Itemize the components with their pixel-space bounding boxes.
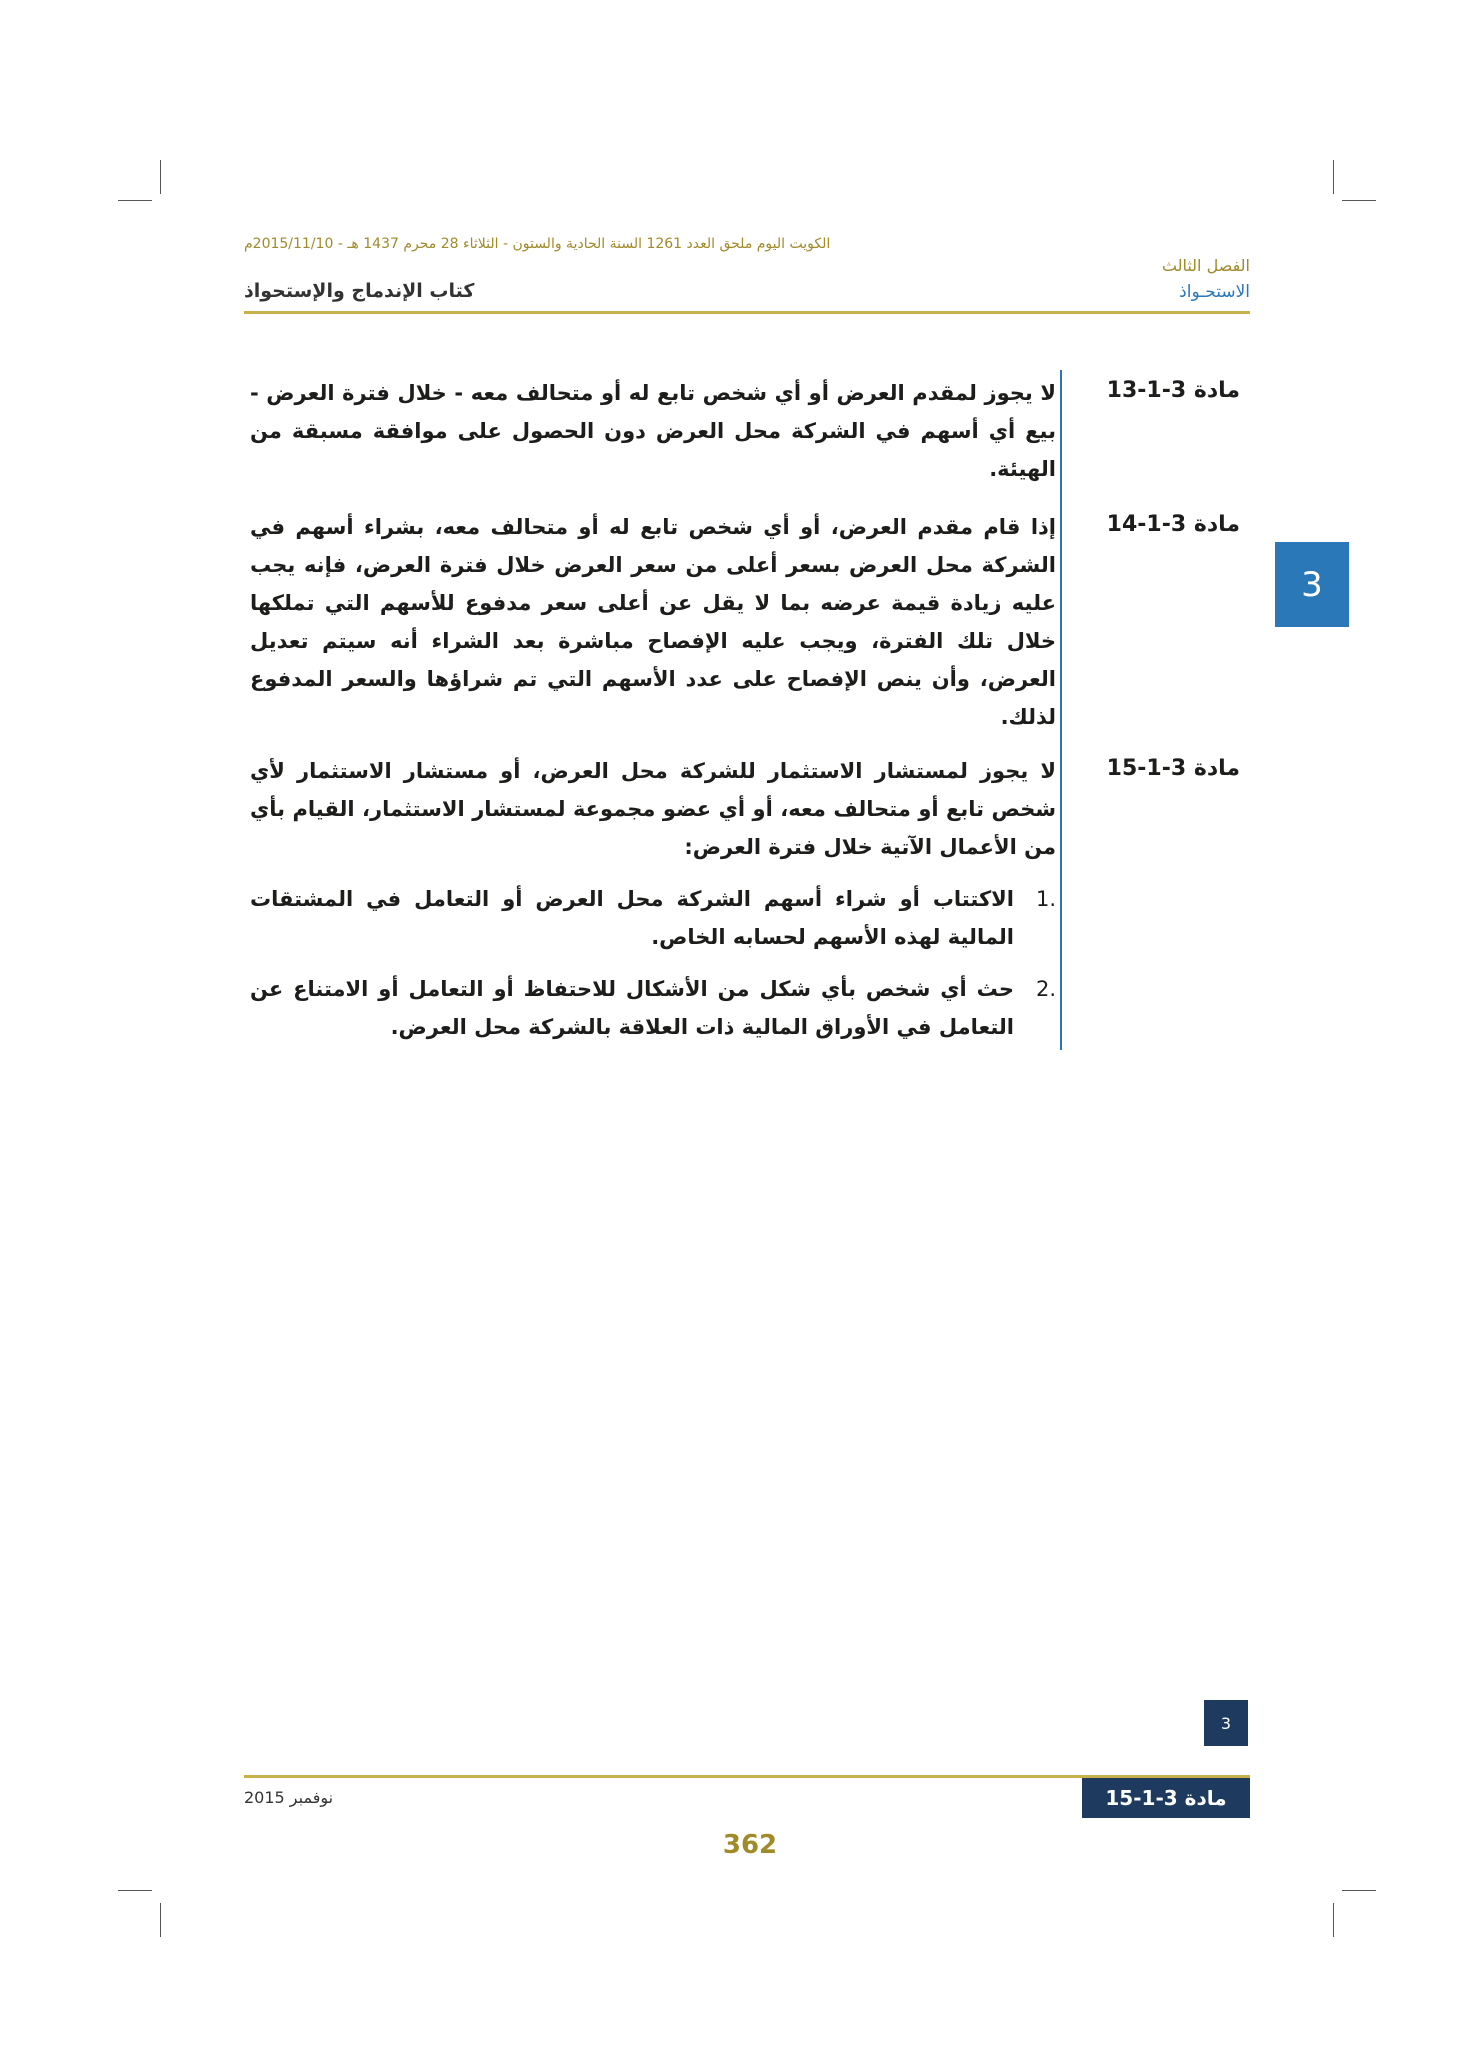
crop-mark (160, 160, 161, 194)
gazette-meta: الكويت اليوم ملحق العدد 1261 السنة الحادية والستون - الثلاثاء 28 محرم 1437 هـ - 2015/11/10م (244, 236, 831, 252)
section-page-box: 3 (1204, 1700, 1248, 1746)
article-15-body: لا يجوز لمستشار الاستثمار للشركة محل العرض، أو مستشار الاستثمار لأي شخص تابع أو متحالف معه، أو أي عضو مجموعة لمستشار الاستثمار، القيام بأي من الأعمال الآتية خلال فترة العرض: (250, 759, 1056, 859)
chapter-label: الفصل الثالث (1161, 256, 1250, 275)
article-13-body: لا يجوز لمقدم العرض أو أي شخص تابع له أو متحالف معه - خلال فترة العرض - بيع أي أسهم في الشركة محل العرض دون الحصول على موافقة مسبقة من الهيئة. (250, 381, 1056, 481)
page-number: 362 (722, 1830, 778, 1860)
content-divider (1060, 370, 1062, 1050)
crop-mark (160, 1903, 161, 1937)
crop-mark (118, 200, 152, 201)
list-item-number: .2 (1035, 977, 1056, 1001)
article-13-label: مادة 3-1-13 (1106, 378, 1240, 403)
list-item-text: الاكتتاب أو شراء أسهم الشركة محل العرض أو التعامل في المشتقات المالية لهذه الأسهم لحسابه الخاص. (250, 887, 1014, 949)
header-divider (244, 311, 1250, 314)
footer-date: نوفمبر 2015 (244, 1788, 334, 1807)
book-title: كتاب الإندماج والإستحواذ (244, 280, 475, 302)
list-item (250, 880, 1056, 956)
article-14-body: إذا قام مقدم العرض، أو أي شخص تابع له أو متحالف معه، بشراء أسهم في الشركة محل العرض بسعر أعلى من سعر العرض خلال فترة العرض، فإنه يجب عليه زيادة قيمة عرضه بما لا يقل عن أعلى سعر مدفوع للأسهم التي تملكها خلال تلك الفترة، ويجب عليه الإفصاح مباشرة بعد الشراء أنه سيتم تعديل العرض، وأن ينص الإفصاح على عدد الأسهم التي تم شراؤها والسعر المدفوع لذلك. (250, 515, 1056, 729)
list-item-number: .1 (1035, 887, 1056, 911)
chapter-subtitle: الاستحـواذ (1179, 282, 1250, 302)
crop-mark (118, 1890, 152, 1891)
footer-article-badge: مادة 3-1-15 (1082, 1778, 1250, 1818)
article-14-label: مادة 3-1-14 (1106, 512, 1240, 537)
crop-mark (1342, 200, 1376, 201)
chapter-side-tab: 3 (1275, 542, 1349, 627)
list-item-text: حث أي شخص بأي شكل من الأشكال للاحتفاظ أو التعامل أو الامتناع عن التعامل في الأوراق المالية ذات العلاقة بالشركة محل العرض. (250, 977, 1014, 1039)
list-item (250, 970, 1056, 1046)
crop-mark (1333, 160, 1334, 194)
crop-mark (1342, 1890, 1376, 1891)
crop-mark (1333, 1903, 1334, 1937)
article-15-label: مادة 3-1-15 (1106, 756, 1240, 781)
